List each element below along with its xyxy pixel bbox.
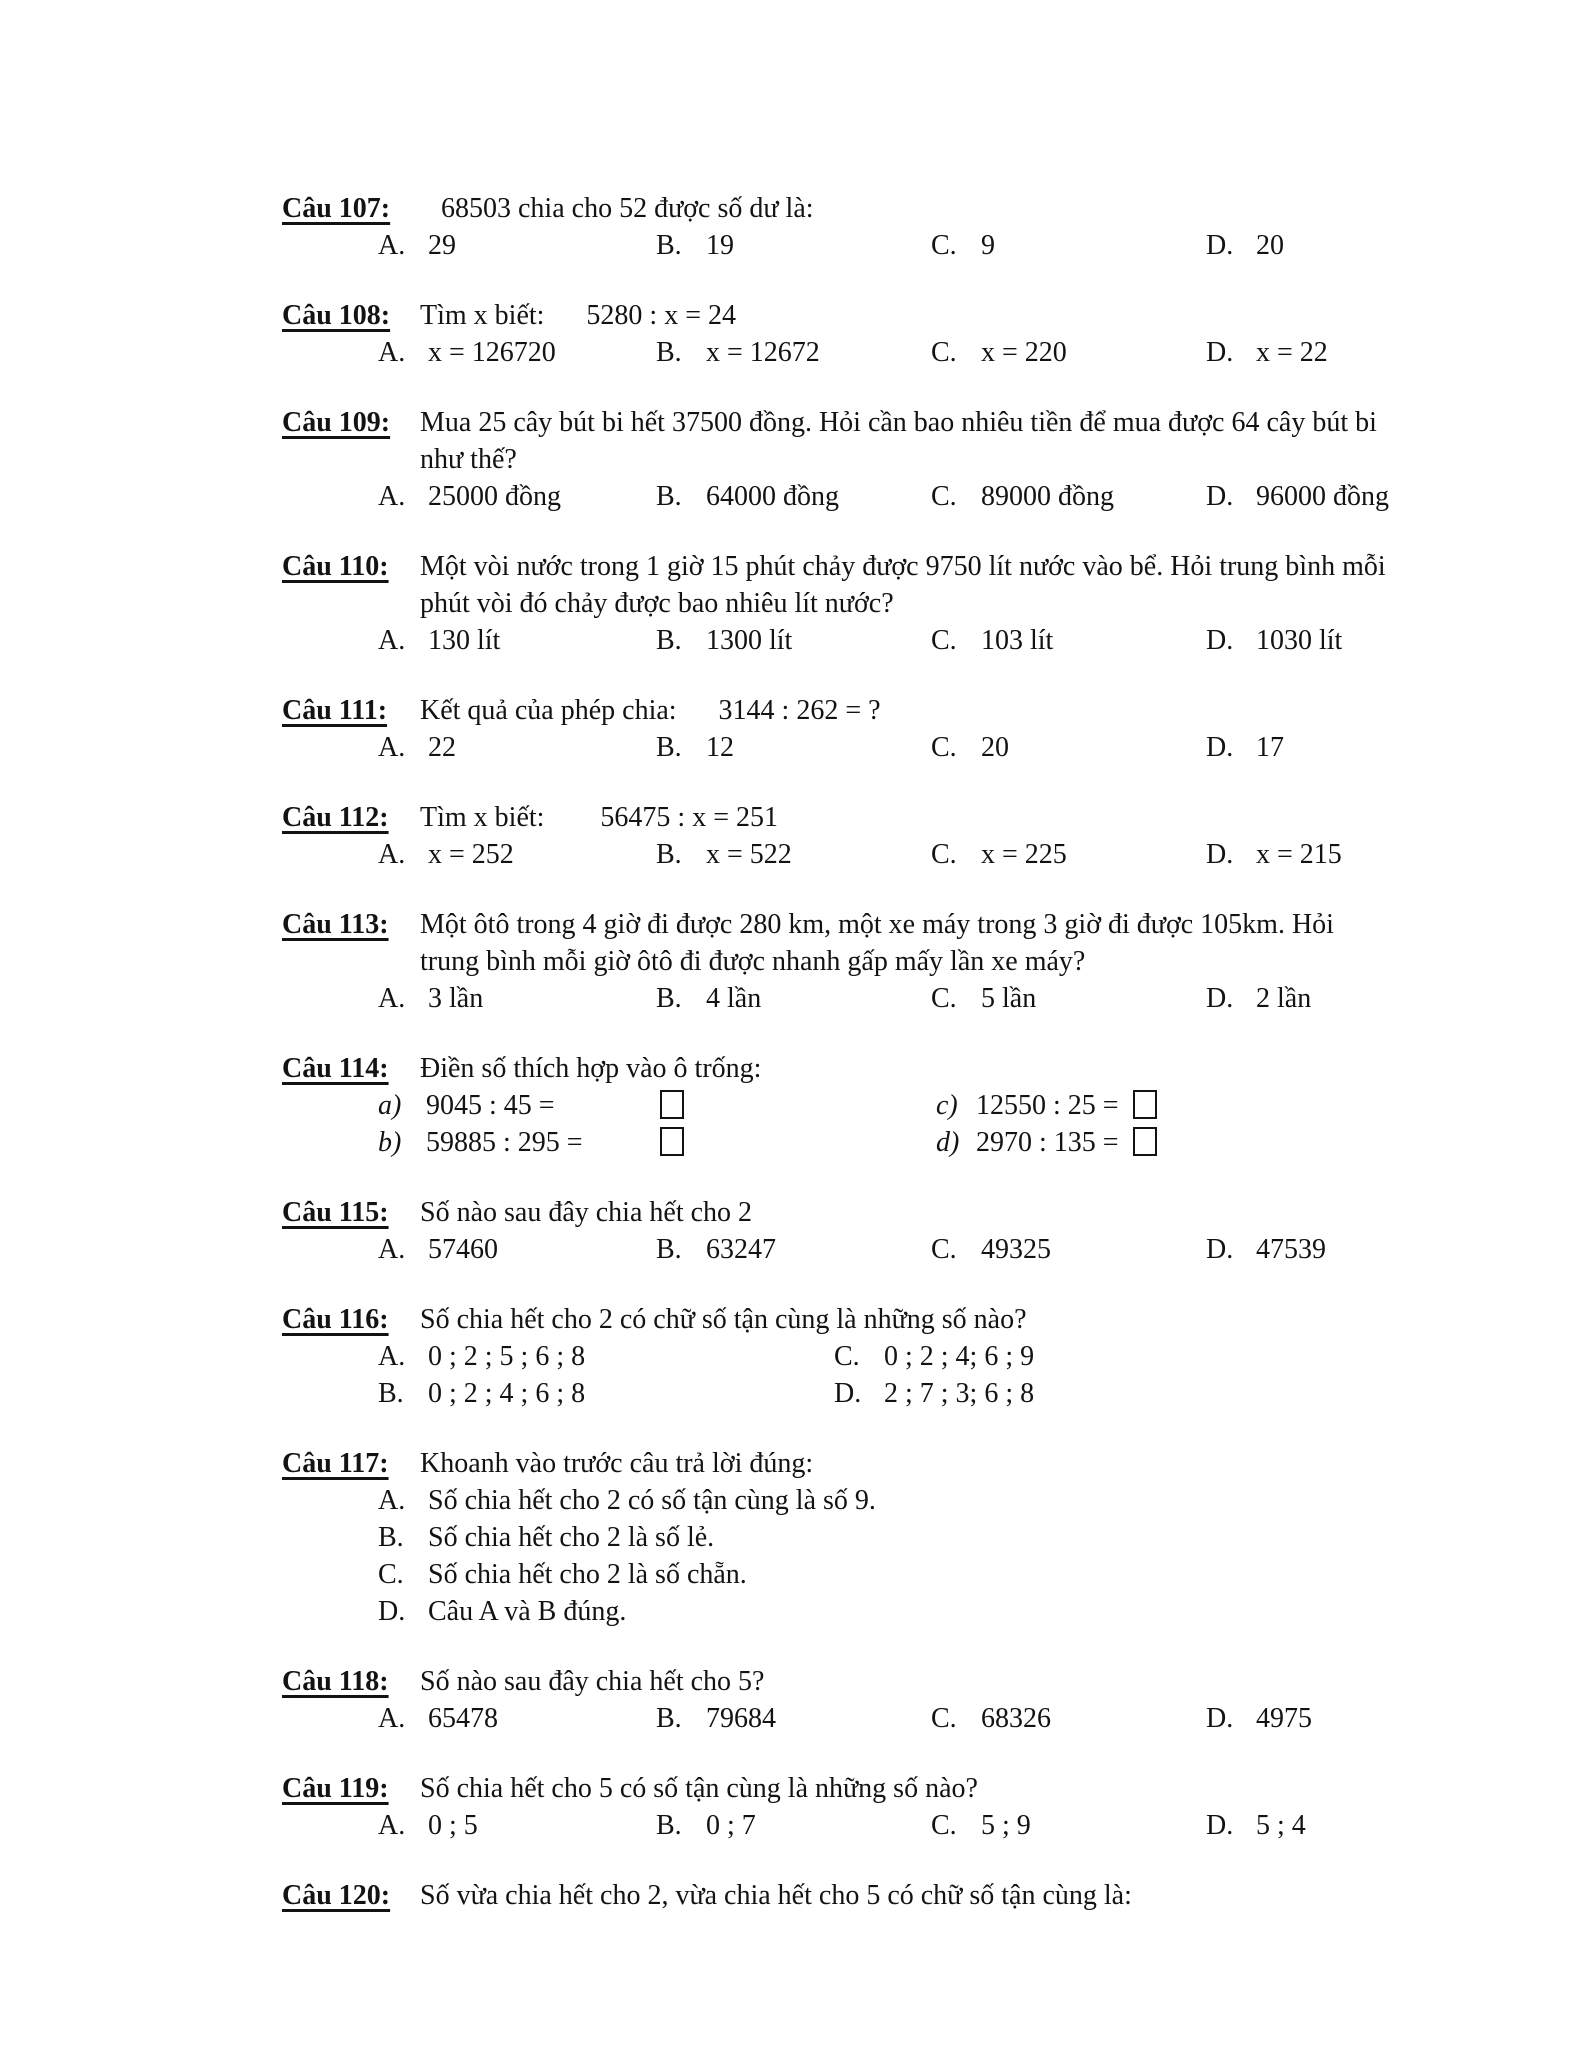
question-text [420,190,1492,227]
option-letter: B. [656,839,682,870]
options-row [378,1482,1492,1519]
option-letter: A. [378,337,406,368]
options-row [378,227,1492,264]
option-letter: A. [378,1703,406,1734]
fill-item [378,1087,555,1124]
option-value: 0 ; 2 ; 5 ; 6 ; 8 [428,1341,586,1372]
option-letter: D. [1206,481,1234,512]
option-value: 49325 [981,1234,1051,1265]
option-letter: D. [1206,839,1234,870]
answer-options [378,334,1492,371]
answer-box [660,1127,684,1156]
question-block [282,1050,1492,1161]
answer-option-b [656,478,839,515]
option-value: 2 lần [1256,983,1312,1014]
question-number: Câu 112: [282,802,389,833]
option-letter: C. [931,1234,957,1265]
answer-option-a [378,622,500,659]
option-letter: A. [378,625,406,656]
option-letter: D. [378,1596,406,1627]
fill-row [378,1124,1492,1161]
fill-item-expression: 2970 : 135 = [976,1127,1119,1158]
answer-options [378,980,1492,1017]
question-block [282,1877,1492,1914]
option-value: 0 ; 7 [706,1810,756,1841]
question-text [420,1445,1492,1482]
option-value: 3 lần [428,983,484,1014]
answer-option-d [1206,836,1342,873]
option-letter: C. [931,1810,957,1841]
question-text-line: Một vòi nước trong 1 giờ 15 phút chảy được 9750 lít nước vào bể. Hỏi trung bình mỗi [420,551,1386,582]
fill-item-letter: a) [378,1090,402,1121]
answer-option-d [1206,622,1342,659]
option-value: 12 [706,732,734,763]
question-text-line: 68503 chia cho 52 được số dư là: [420,193,814,224]
option-letter: B. [656,625,682,656]
option-letter: B. [656,481,682,512]
option-value: Số chia hết cho 2 có số tận cùng là số 9. [428,1485,876,1516]
question-number: Câu 111: [282,695,388,726]
option-letter: A. [378,481,406,512]
question-block [282,799,1492,873]
question-text-line: Tìm x biết: 5280 : x = 24 [420,300,736,331]
question-list [282,190,1492,1947]
answer-option-c [931,227,995,264]
question-block [282,1445,1492,1630]
fill-item-letter: b) [378,1127,402,1158]
question-number: Câu 117: [282,1448,389,1479]
option-value: x = 22 [1256,337,1328,368]
answer-options [378,478,1492,515]
options-row [378,334,1492,371]
question-number: Câu 115: [282,1197,389,1228]
options-row [378,1375,1492,1412]
option-value: 103 lít [981,625,1054,656]
option-letter: A. [378,732,406,763]
option-value: 1030 lít [1256,625,1343,656]
question-number: Câu 120: [282,1880,391,1911]
option-value: Số chia hết cho 2 là số chẵn. [428,1559,747,1590]
answer-option-a [378,1338,585,1375]
question-block [282,297,1492,371]
question-text [420,404,1492,478]
option-value: 47539 [1256,1234,1326,1265]
option-letter: C. [834,1341,860,1372]
answer-option-a [378,478,561,515]
option-value: 20 [1256,230,1284,261]
option-value: x = 220 [981,337,1067,368]
question-block [282,190,1492,264]
option-letter: D. [1206,1810,1234,1841]
question-text [420,799,1492,836]
answer-option-c [931,1700,1051,1737]
question-number: Câu 116: [282,1304,389,1335]
option-letter: B. [656,1810,682,1841]
option-value: 4975 [1256,1703,1312,1734]
answer-option-d [1206,1700,1312,1737]
answer-option-a [378,1807,478,1844]
option-value: 5 ; 9 [981,1810,1031,1841]
options-row [378,622,1492,659]
answer-option-c [931,334,1067,371]
fill-item [936,1087,1157,1124]
fill-item-letter: c) [936,1090,958,1121]
option-value: 130 lít [428,625,501,656]
question-text [420,1050,1492,1087]
question-text-line: Số nào sau đây chia hết cho 5? [420,1666,765,1697]
question-text-line: Tìm x biết: 56475 : x = 251 [420,802,778,833]
option-letter: D. [834,1378,862,1409]
answer-option-b [378,1375,585,1412]
answer-options [378,1338,1492,1412]
options-row [378,478,1492,515]
option-letter: C. [931,625,957,656]
answer-option-d [1206,1807,1306,1844]
question-number: Câu 110: [282,551,389,582]
option-value: 79684 [706,1703,776,1734]
question-text [420,1301,1492,1338]
fill-item [378,1124,583,1161]
option-value: 22 [428,732,456,763]
answer-option-c [931,1807,1031,1844]
option-value: x = 252 [428,839,514,870]
answer-option-a [378,729,456,766]
fill-item-letter: d) [936,1127,960,1158]
option-value: 2 ; 7 ; 3; 6 ; 8 [884,1378,1035,1409]
option-letter: B. [656,230,682,261]
option-letter: C. [931,732,957,763]
question-number: Câu 118: [282,1666,389,1697]
answer-box [660,1090,684,1119]
answer-options [378,227,1492,264]
option-letter: A. [378,1234,406,1265]
option-letter: D. [1206,732,1234,763]
answer-option-a [378,1231,498,1268]
question-number: Câu 113: [282,909,389,940]
question-text-line: Điền số thích hợp vào ô trống: [420,1053,762,1084]
question-text-line: như thế? [420,444,517,475]
question-block [282,1770,1492,1844]
question-text [420,1194,1492,1231]
question-block [282,404,1492,515]
option-letter: C. [931,839,957,870]
question-number: Câu 119: [282,1773,389,1804]
answer-option-c [834,1338,1034,1375]
fill-item-expression: 12550 : 25 = [976,1090,1119,1121]
option-value: Câu A và B đúng. [428,1596,627,1627]
option-value: x = 215 [1256,839,1342,870]
question-number: Câu 109: [282,407,391,438]
options-row [378,1556,1492,1593]
option-value: 4 lần [706,983,762,1014]
option-letter: A. [378,230,406,261]
answer-option-b [656,729,734,766]
option-value: 64000 đồng [706,481,839,512]
option-letter: A. [378,1485,406,1516]
option-letter: A. [378,1810,406,1841]
option-value: 5 lần [981,983,1037,1014]
answer-option-d [1206,227,1284,264]
option-letter: C. [931,1703,957,1734]
option-value: 29 [428,230,456,261]
option-letter: B. [378,1522,404,1553]
answer-option-b [656,1700,776,1737]
answer-option-c [931,980,1036,1017]
option-value: 0 ; 2 ; 4; 6 ; 9 [884,1341,1035,1372]
option-letter: A. [378,1341,406,1372]
option-value: 19 [706,230,734,261]
answer-option-d [1206,478,1389,515]
answer-option-c [931,478,1114,515]
answer-options [378,836,1492,873]
option-value: 5 ; 4 [1256,1810,1306,1841]
answer-option-d [1206,1231,1326,1268]
answer-option-c [931,729,1009,766]
question-text [420,1663,1492,1700]
question-text [420,297,1492,334]
fill-item-expression: 9045 : 45 = [426,1090,555,1121]
question-text-line: phút vòi đó chảy được bao nhiêu lít nước? [420,588,894,619]
question-block [282,692,1492,766]
answer-options [378,1482,1492,1630]
question-number: Câu 108: [282,300,391,331]
option-value: 68326 [981,1703,1051,1734]
question-text-line: Mua 25 cây bút bi hết 37500 đồng. Hỏi cần bao nhiêu tiền để mua được 64 cây bút bi [420,407,1377,438]
question-block [282,1194,1492,1268]
answer-option-d [834,1375,1034,1412]
option-letter: D. [1206,230,1234,261]
answer-option-b [656,1231,776,1268]
answer-options [378,1231,1492,1268]
option-value: 1300 lít [706,625,793,656]
answer-option-c [931,622,1053,659]
option-value: x = 126720 [428,337,556,368]
option-letter: B. [378,1378,404,1409]
question-text-line: Khoanh vào trước câu trả lời đúng: [420,1448,814,1479]
answer-option-b [656,1807,756,1844]
option-letter: C. [931,337,957,368]
question-number: Câu 107: [282,193,391,224]
option-letter: B. [656,1234,682,1265]
option-value: 89000 đồng [981,481,1114,512]
options-row [378,1519,1492,1556]
option-letter: D. [1206,625,1234,656]
question-block [282,1301,1492,1412]
answer-option-c [931,1231,1051,1268]
option-value: 0 ; 5 [428,1810,478,1841]
option-letter: C. [931,481,957,512]
option-value: 63247 [706,1234,776,1265]
option-value: x = 225 [981,839,1067,870]
options-row [378,1338,1492,1375]
question-text [420,692,1492,729]
option-value: 9 [981,230,995,261]
option-value: x = 12672 [706,337,820,368]
question-text [420,906,1492,980]
answer-option-b [656,980,761,1017]
options-row [378,1231,1492,1268]
answer-option-a [378,980,483,1017]
question-text [420,548,1492,622]
answer-option-b [378,1519,714,1556]
question-block [282,548,1492,659]
fill-in-items [378,1087,1492,1161]
question-text [420,1770,1492,1807]
option-letter: B. [656,732,682,763]
answer-option-b [656,836,792,873]
option-value: Số chia hết cho 2 là số lẻ. [428,1522,715,1553]
option-letter: B. [656,983,682,1014]
answer-options [378,622,1492,659]
answer-option-d [378,1593,626,1630]
option-value: 65478 [428,1703,498,1734]
option-letter: B. [656,337,682,368]
answer-option-a [378,227,456,264]
question-text-line: Số chia hết cho 2 có chữ số tận cùng là những số nào? [420,1304,1027,1335]
question-text-line: Kết quả của phép chia: 3144 : 262 = ? [420,695,881,726]
answer-option-b [656,622,792,659]
fill-item-expression: 59885 : 295 = [426,1127,583,1158]
option-value: 57460 [428,1234,498,1265]
answer-option-c [931,836,1067,873]
question-text-line: Số vừa chia hết cho 2, vừa chia hết cho 5 có chữ số tận cùng là: [420,1880,1132,1911]
options-row [378,980,1492,1017]
question-block [282,906,1492,1017]
question-text [420,1877,1492,1914]
fill-item [936,1124,1157,1161]
option-letter: D. [1206,983,1234,1014]
options-row [378,729,1492,766]
options-row [378,1807,1492,1844]
options-row [378,836,1492,873]
answer-option-b [656,227,734,264]
answer-options [378,1807,1492,1844]
option-value: 0 ; 2 ; 4 ; 6 ; 8 [428,1378,586,1409]
question-text-line: trung bình mỗi giờ ôtô đi được nhanh gấp mấy lần xe máy? [420,946,1086,977]
option-letter: D. [1206,337,1234,368]
answer-option-a [378,836,514,873]
fill-row [378,1087,1492,1124]
option-value: 25000 đồng [428,481,561,512]
options-row [378,1700,1492,1737]
answer-option-c [378,1556,747,1593]
option-letter: D. [1206,1234,1234,1265]
question-number: Câu 114: [282,1053,389,1084]
answer-option-b [656,334,820,371]
question-text-line: Số chia hết cho 5 có số tận cùng là những số nào? [420,1773,978,1804]
option-letter: C. [931,983,957,1014]
answer-option-a [378,1700,498,1737]
option-value: 96000 đồng [1256,481,1389,512]
question-text-line: Số nào sau đây chia hết cho 2 [420,1197,753,1228]
options-row [378,1593,1492,1630]
question-block [282,1663,1492,1737]
answer-option-a [378,334,556,371]
option-letter: A. [378,839,406,870]
option-value: 17 [1256,732,1284,763]
option-letter: C. [378,1559,404,1590]
answer-options [378,729,1492,766]
answer-box [1133,1127,1157,1156]
option-letter: D. [1206,1703,1234,1734]
option-value: 20 [981,732,1009,763]
question-text-line: Một ôtô trong 4 giờ đi được 280 km, một xe máy trong 3 giờ đi được 105km. Hỏi [420,909,1334,940]
answer-option-d [1206,729,1284,766]
answer-options [378,1700,1492,1737]
answer-option-d [1206,980,1311,1017]
option-letter: A. [378,983,406,1014]
option-letter: B. [656,1703,682,1734]
answer-box [1133,1090,1157,1119]
answer-option-a [378,1482,876,1519]
option-letter: C. [931,230,957,261]
answer-option-d [1206,334,1328,371]
option-value: x = 522 [706,839,792,870]
